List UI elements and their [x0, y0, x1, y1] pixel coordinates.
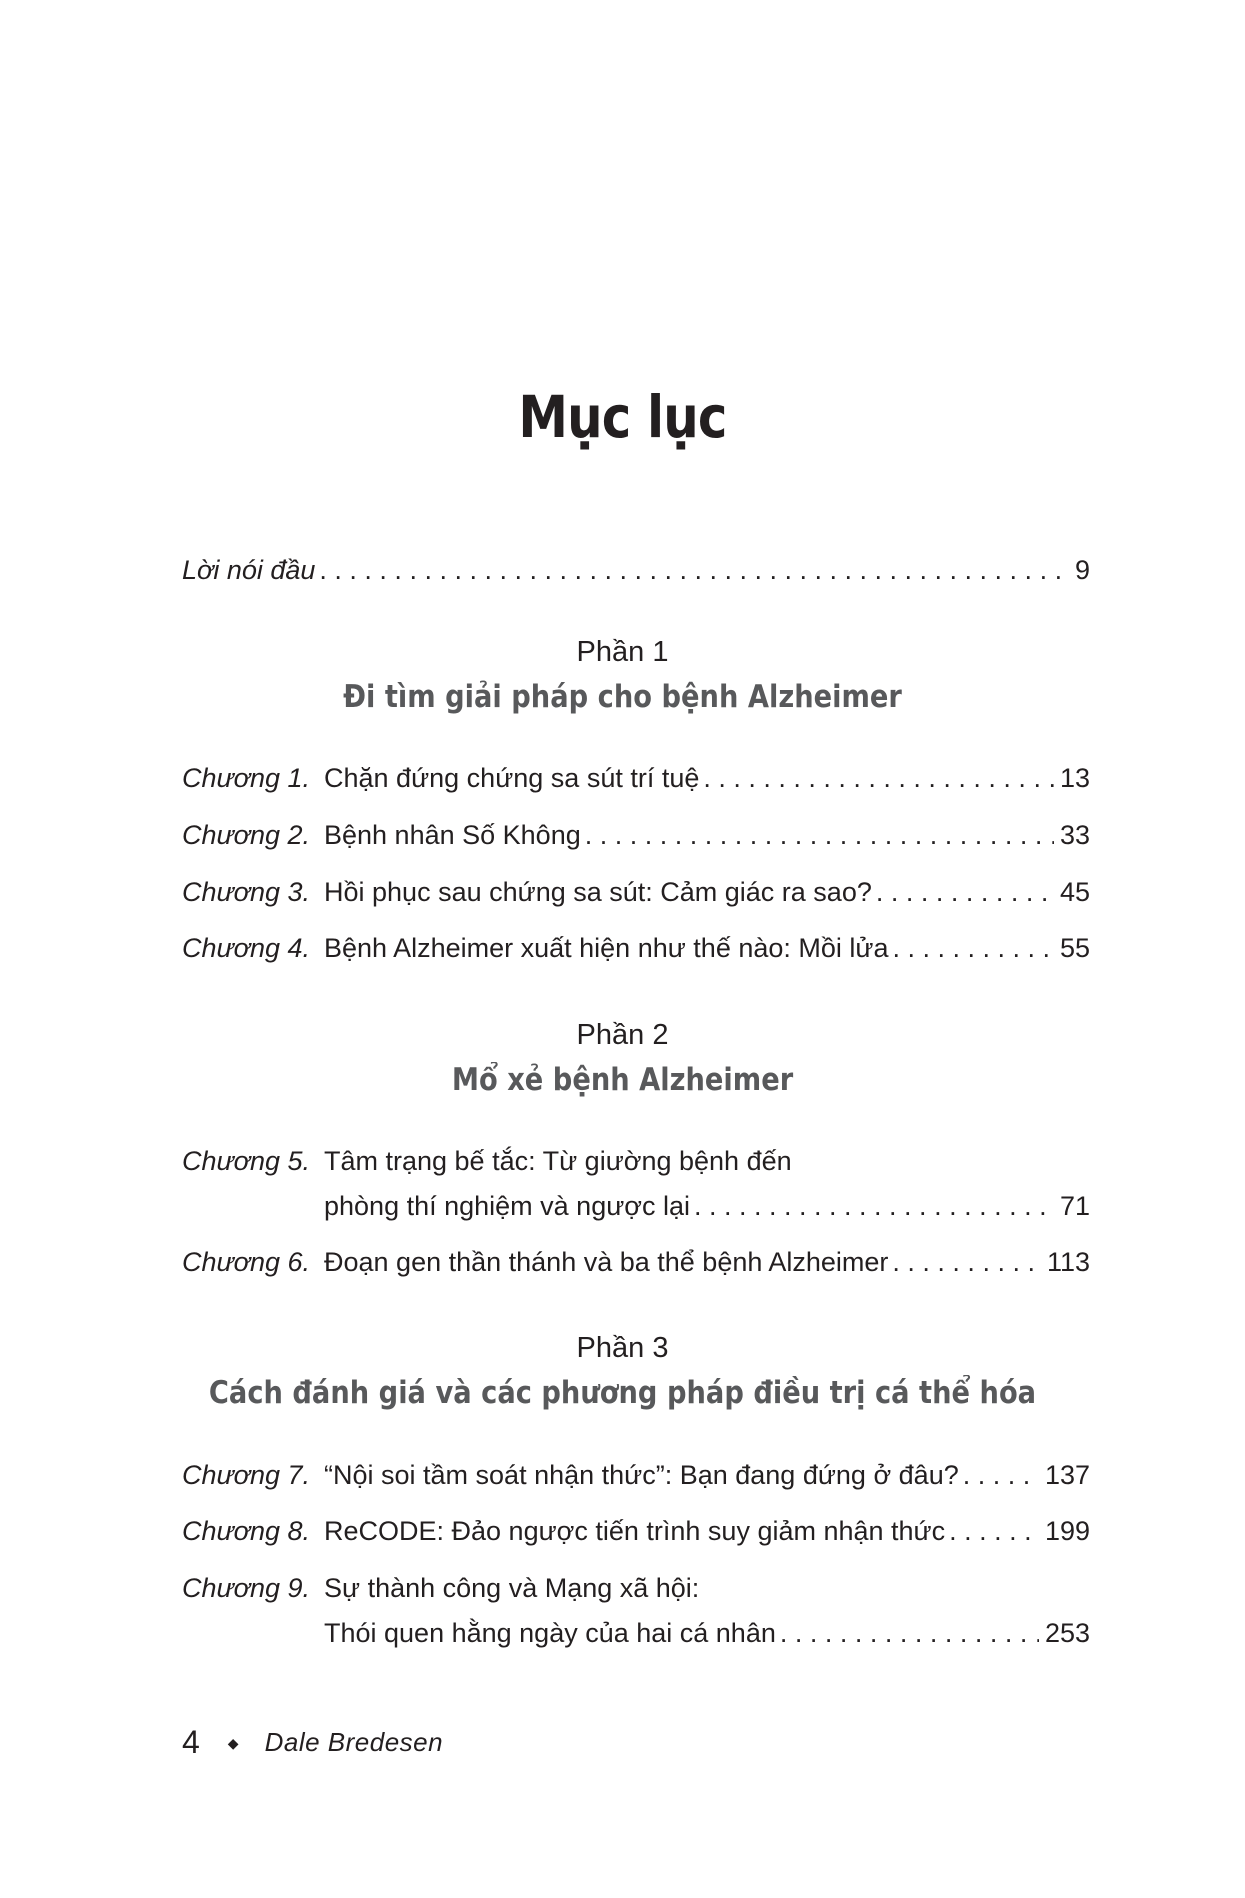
toc-entry — [182, 756, 1090, 800]
chapter-label: Chương 2. — [182, 820, 310, 850]
diamond-icon: ◆ — [227, 1735, 239, 1751]
chapter-label: Chương 7. — [182, 1460, 310, 1490]
part-title: Đi tìm giải pháp cho bệnh Alzheimer — [343, 679, 902, 715]
toc-entry-row — [324, 756, 1090, 800]
toc-entry-continuation — [324, 1611, 1090, 1655]
part-label: Phần 3 — [576, 1332, 669, 1364]
page-title: Mục lục — [518, 383, 727, 451]
toc-entry-row — [324, 1453, 1090, 1497]
dot-leader — [585, 813, 1054, 857]
part-title: Mổ xẻ bệnh Alzheimer — [451, 1062, 794, 1098]
dot-leader — [949, 1509, 1039, 1553]
toc-entry-continuation — [324, 1184, 1090, 1228]
chapter-label: Chương 8. — [182, 1516, 310, 1546]
toc-entry-title: Thói quen hằng ngày của hai cá nhân — [324, 1618, 776, 1648]
toc-entry-title: Đoạn gen thần thánh và ba thể bệnh Alzheimer — [324, 1247, 889, 1277]
chapter-label: Chương 4. — [182, 933, 310, 963]
toc-entry-row — [324, 1566, 1090, 1610]
toc-page-number: 13 — [1059, 763, 1090, 793]
chapter-label: Chương 6. — [182, 1247, 310, 1277]
toc-entry-title: Hồi phục sau chứng sa sút: Cảm giác ra sao? — [324, 877, 872, 907]
chapter-label: Chương 3. — [182, 877, 310, 907]
dot-leader — [780, 1611, 1039, 1655]
toc-entry-row — [324, 1139, 1090, 1183]
part-title: Cách đánh giá và các phương pháp điều trị cá thể hóa — [208, 1375, 1037, 1411]
toc-entry-title: “Nội soi tầm soát nhận thức”: Bạn đang đứng ở đâu? — [324, 1460, 959, 1490]
dot-leader — [892, 926, 1053, 970]
toc-page-number: 253 — [1044, 1618, 1090, 1648]
footer-page-number: 4 — [182, 1724, 200, 1760]
dot-leader — [703, 756, 1054, 800]
part-label: Phần 1 — [576, 636, 669, 668]
toc-page-number: 9 — [1074, 555, 1090, 585]
dot-leader — [963, 1453, 1039, 1497]
toc-entry-title: Chặn đứng chứng sa sút trí tuệ — [324, 763, 700, 793]
toc-entry-preface — [182, 548, 1090, 592]
part-label: Phần 2 — [576, 1019, 669, 1051]
toc-entry-title: Tâm trạng bế tắc: Từ giường bệnh đến — [324, 1146, 792, 1176]
toc-entry-title: Bệnh Alzheimer xuất hiện như thế nào: Mồi lửa — [324, 933, 889, 963]
dot-leader — [892, 1240, 1041, 1284]
chapter-label: Chương 1. — [182, 763, 310, 793]
toc-entry — [182, 1566, 1090, 1610]
toc-entry — [182, 870, 1090, 914]
toc-entry — [182, 813, 1090, 857]
toc-page-number: 71 — [1059, 1191, 1090, 1221]
toc-entry-row — [324, 870, 1090, 914]
toc-entry-row — [324, 926, 1090, 970]
toc-entry — [182, 1240, 1090, 1284]
toc-entry-title: Bệnh nhân Số Không — [324, 820, 581, 850]
toc-entry-row — [324, 1509, 1090, 1553]
dot-leader — [876, 870, 1054, 914]
running-footer — [182, 1720, 443, 1764]
toc-entry-row — [182, 548, 1090, 592]
dot-leader — [694, 1184, 1054, 1228]
toc-entry — [182, 926, 1090, 970]
chapter-label: Chương 5. — [182, 1146, 310, 1176]
toc-entry-title: phòng thí nghiệm và ngược lại — [324, 1191, 691, 1221]
toc-page-number: 45 — [1059, 877, 1090, 907]
footer-author: Dale Bredesen — [264, 1727, 444, 1757]
toc-entry-title: Sự thành công và Mạng xã hội: — [324, 1573, 700, 1603]
toc-page-number: 137 — [1044, 1460, 1090, 1490]
toc-entry — [182, 1509, 1090, 1553]
toc-entry — [182, 1139, 1090, 1183]
dot-leader — [319, 548, 1069, 592]
toc-entry-title: Lời nói đầu — [182, 555, 316, 585]
toc-entry-row — [324, 813, 1090, 857]
toc-entry-row — [324, 1240, 1090, 1284]
toc-entry — [182, 1453, 1090, 1497]
chapter-label: Chương 9. — [182, 1573, 310, 1603]
toc-page-number: 55 — [1059, 933, 1090, 963]
toc-entry-title: ReCODE: Đảo ngược tiến trình suy giảm nhận thức — [324, 1516, 946, 1546]
toc-page-number: 199 — [1044, 1516, 1090, 1546]
toc-page-number: 113 — [1046, 1247, 1090, 1277]
toc-page-number: 33 — [1059, 820, 1090, 850]
